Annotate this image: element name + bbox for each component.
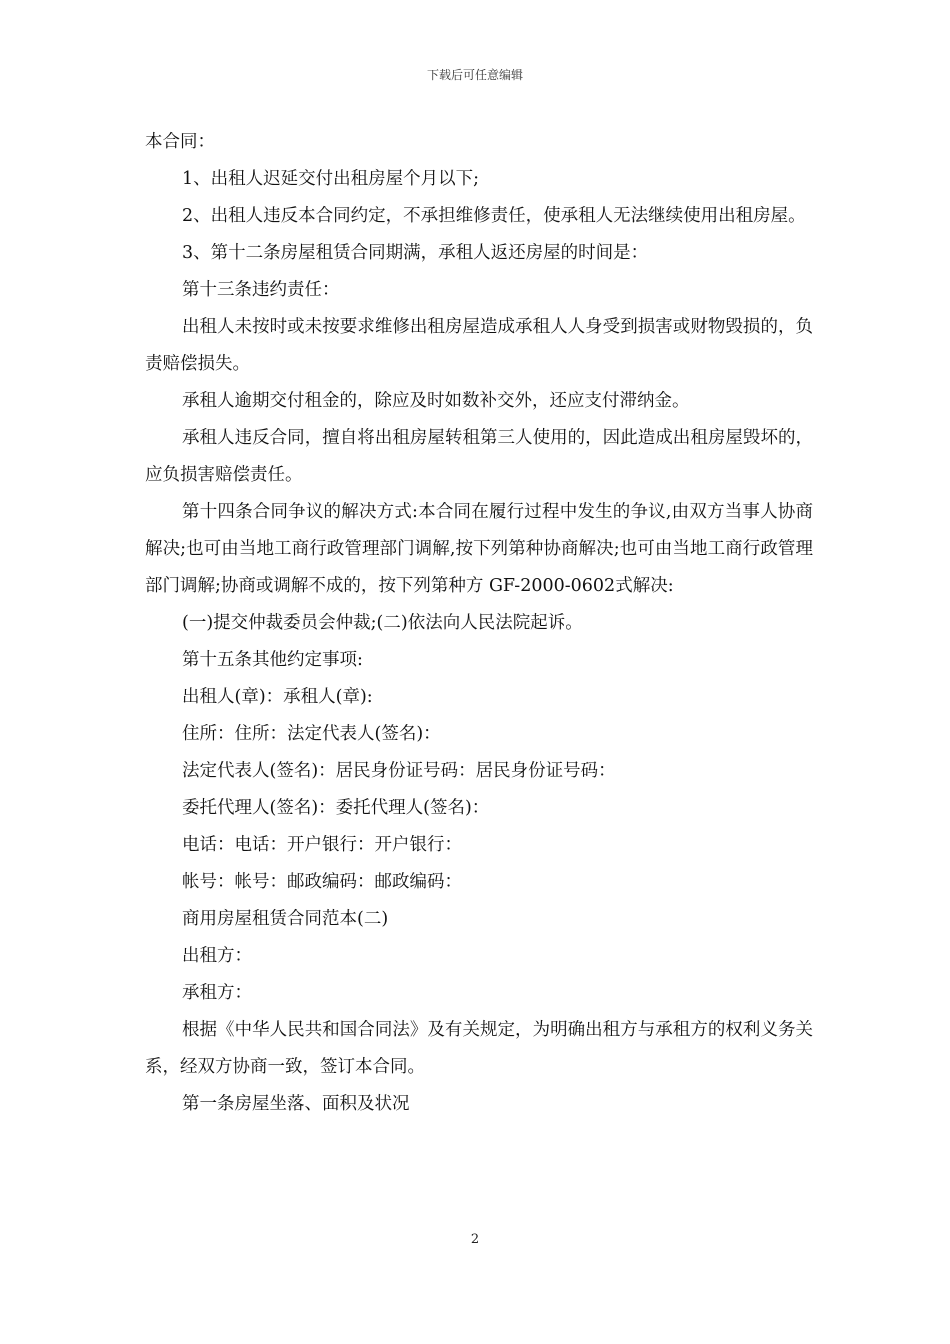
document-subtitle: 商用房屋租赁合同范本(二)	[182, 909, 389, 929]
paragraph: 2、出租人违反本合同约定，不承担维修责任，使承租人无法继续使用出租房屋。	[182, 206, 806, 226]
page-header: 下载后可任意编辑	[426, 68, 523, 82]
signature-line: 电话：电话：开户银行：开户银行：	[182, 835, 462, 855]
section-heading: 第一条房屋坐落、面积及状况	[182, 1094, 410, 1114]
signature-line: 法定代表人(签名)：居民身份证号码：居民身份证号码：	[182, 761, 616, 781]
party-line: 出租方：	[182, 946, 252, 966]
page-number: 2	[470, 1232, 480, 1247]
paragraph: 出租人未按时或未按要求维修出租房屋造成承租人人身受到损害或财物毁损的，负责赔偿损失。	[145, 317, 813, 374]
paragraph: 1、出租人迟延交付出租房屋个月以下;	[182, 169, 480, 189]
signature-line: 住所：住所：法定代表人(签名)：	[182, 724, 441, 744]
document-body	[145, 124, 813, 1123]
signature-line: 出租人(章)：承租人(章):	[182, 687, 373, 707]
party-line: 承租方：	[182, 983, 252, 1003]
section-heading: 第十五条其他约定事项:	[182, 650, 363, 670]
signature-line: 委托代理人(签名)：委托代理人(签名)：	[182, 798, 490, 818]
section-heading: 第十三条违约责任：	[182, 280, 340, 300]
paragraph: 本合同：	[145, 132, 215, 152]
signature-line: 帐号：帐号：邮政编码：邮政编码：	[182, 872, 462, 892]
paragraph: 承租人违反合同，擅自将出租房屋转租第三人使用的，因此造成出租房屋毁坏的，应负损害赔偿责任。	[145, 428, 813, 485]
paragraph: 第十四条合同争议的解决方式:本合同在履行过程中发生的争议,由双方当事人协商解决;也可由当地工商行政管理部门调解,按下列第种协商解决;也可由当地工商行政管理部门调解;协商或调解不成的，按下列第种方 GF-2000-0602式解决:	[145, 502, 813, 596]
paragraph: 承租人逾期交付租金的，除应及时如数补交外，还应支付滞纳金。	[182, 391, 690, 411]
paragraph: 3、第十二条房屋租赁合同期满，承租人返还房屋的时间是：	[182, 243, 649, 263]
paragraph: (一)提交仲裁委员会仲裁;(二)依法向人民法院起诉。	[182, 613, 583, 633]
paragraph: 根据《中华人民共和国合同法》及有关规定，为明确出租方与承租方的权利义务关系，经双方协商一致，签订本合同。	[145, 1020, 813, 1077]
